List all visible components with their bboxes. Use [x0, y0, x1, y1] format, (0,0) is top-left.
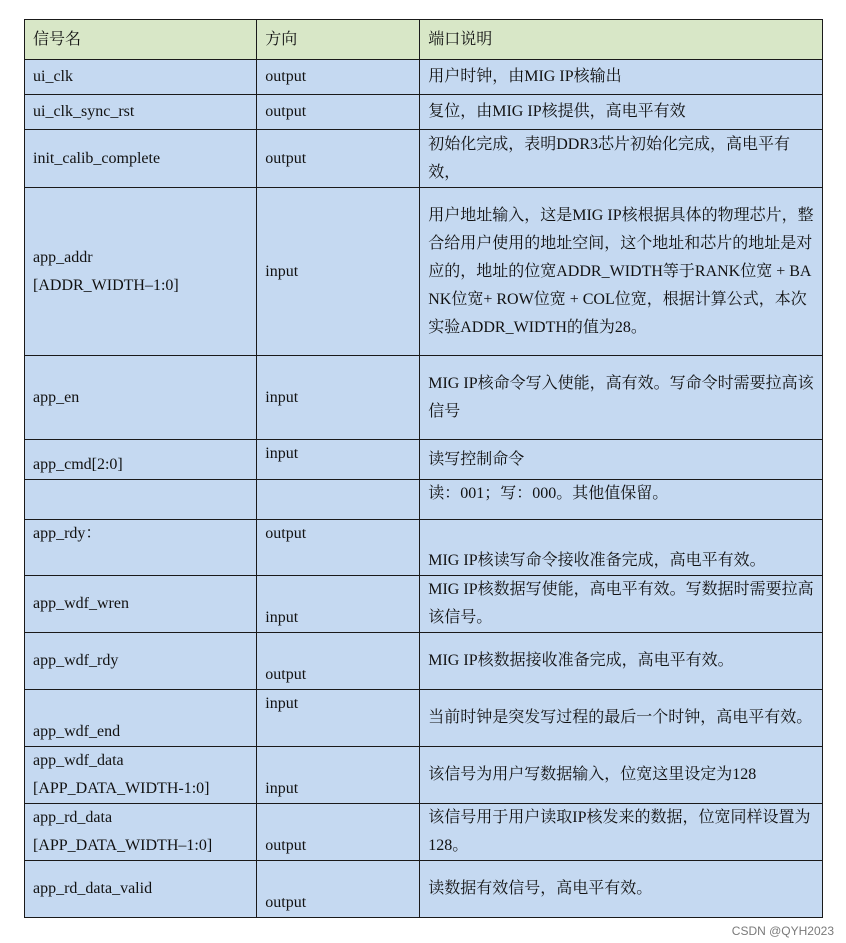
- signal-cell: ui_clk: [25, 60, 257, 95]
- signal-name-line1: app_rd_data: [33, 809, 113, 826]
- table-header-row: [25, 20, 823, 60]
- signal-cell: ui_clk_sync_rst: [25, 95, 257, 130]
- header-signal-name: 信号名: [25, 20, 257, 60]
- description-cell: 读：001；写：000。其他值保留。: [420, 480, 823, 520]
- table-row: [25, 130, 823, 188]
- direction-cell: output: [257, 804, 420, 861]
- description-cell: 用户时钟，由MIG IP核输出: [420, 60, 823, 95]
- header-port-description: 端口说明: [420, 20, 823, 60]
- direction-cell: input: [257, 690, 420, 747]
- signal-cell: init_calib_complete: [25, 130, 257, 188]
- direction-cell: output: [257, 60, 420, 95]
- watermark: CSDN @QYH2023: [731, 924, 834, 938]
- signal-cell: app_rdy：: [25, 520, 257, 576]
- table-row: [25, 480, 823, 520]
- description-cell: MIG IP核读写命令接收准备完成，高电平有效。: [420, 520, 823, 576]
- signal-cell: app_wdf_end: [25, 690, 257, 747]
- signal-cell: app_en: [25, 356, 257, 440]
- table-row: [25, 60, 823, 95]
- direction-cell: input: [257, 440, 420, 480]
- signal-cell: app_wdf_rdy: [25, 633, 257, 690]
- description-cell: 读写控制命令: [420, 440, 823, 480]
- signal-cell: [25, 480, 257, 520]
- direction-cell: input: [257, 747, 420, 804]
- direction-cell: input: [257, 576, 420, 633]
- signal-cell: [25, 188, 257, 356]
- signal-cell: app_cmd[2:0]: [25, 440, 257, 480]
- signal-name-line2: [APP_DATA_WIDTH-1:0]: [33, 780, 210, 797]
- table-row: [25, 520, 823, 576]
- signal-name-line1: app_wdf_data: [33, 752, 124, 769]
- table-row: [25, 690, 823, 747]
- description-cell: 该信号为用户写数据输入，位宽这里设定为128: [420, 747, 823, 804]
- description-cell: 用户地址输入，这是MIG IP核根据具体的物理芯片，整合给用户使用的地址空间，这个地址和芯片的地址是对应的，地址的位宽ADDR_WIDTH等于RANK位宽 + BANK位宽+ ROW位宽 + COL位宽，根据计算公式，本次实验ADDR_WIDTH的值为28。: [420, 188, 823, 356]
- table-row: [25, 188, 823, 356]
- direction-cell: output: [257, 95, 420, 130]
- description-cell: 该信号用于用户读取IP核发来的数据，位宽同样设置为128。: [420, 804, 823, 861]
- table-row: [25, 633, 823, 690]
- table-row: [25, 861, 823, 918]
- table-row: [25, 747, 823, 804]
- table-row: [25, 356, 823, 440]
- direction-cell: input: [257, 188, 420, 356]
- direction-cell: [257, 480, 420, 520]
- description-cell: MIG IP核数据接收准备完成，高电平有效。: [420, 633, 823, 690]
- signal-cell: app_rd_data_valid: [25, 861, 257, 918]
- signal-name-line1: app_addr: [33, 248, 93, 266]
- signal-cell: [25, 747, 257, 804]
- table-row: [25, 440, 823, 480]
- table-row: [25, 576, 823, 633]
- direction-cell: output: [257, 861, 420, 918]
- description-cell: 复位，由MIG IP核提供，高电平有效: [420, 95, 823, 130]
- description-cell: 读数据有效信号，高电平有效。: [420, 861, 823, 918]
- signal-port-table: [24, 19, 823, 918]
- signal-name-line2: [ADDR_WIDTH–1:0]: [33, 276, 179, 294]
- signal-cell: app_wdf_wren: [25, 576, 257, 633]
- description-cell: MIG IP核数据写使能，高电平有效。写数据时需要拉高该信号。: [420, 576, 823, 633]
- table-row: [25, 804, 823, 861]
- table-row: [25, 95, 823, 130]
- direction-cell: input: [257, 356, 420, 440]
- description-cell: 初始化完成，表明DDR3芯片初始化完成，高电平有效，: [420, 130, 823, 188]
- signal-name-line2: [APP_DATA_WIDTH–1:0]: [33, 837, 213, 854]
- direction-cell: output: [257, 520, 420, 576]
- signal-cell: [25, 804, 257, 861]
- header-direction: 方向: [257, 20, 420, 60]
- description-cell: 当前时钟是突发写过程的最后一个时钟，高电平有效。: [420, 690, 823, 747]
- direction-cell: output: [257, 130, 420, 188]
- direction-cell: output: [257, 633, 420, 690]
- description-cell: MIG IP核命令写入使能，高有效。写命令时需要拉高该信号: [420, 356, 823, 440]
